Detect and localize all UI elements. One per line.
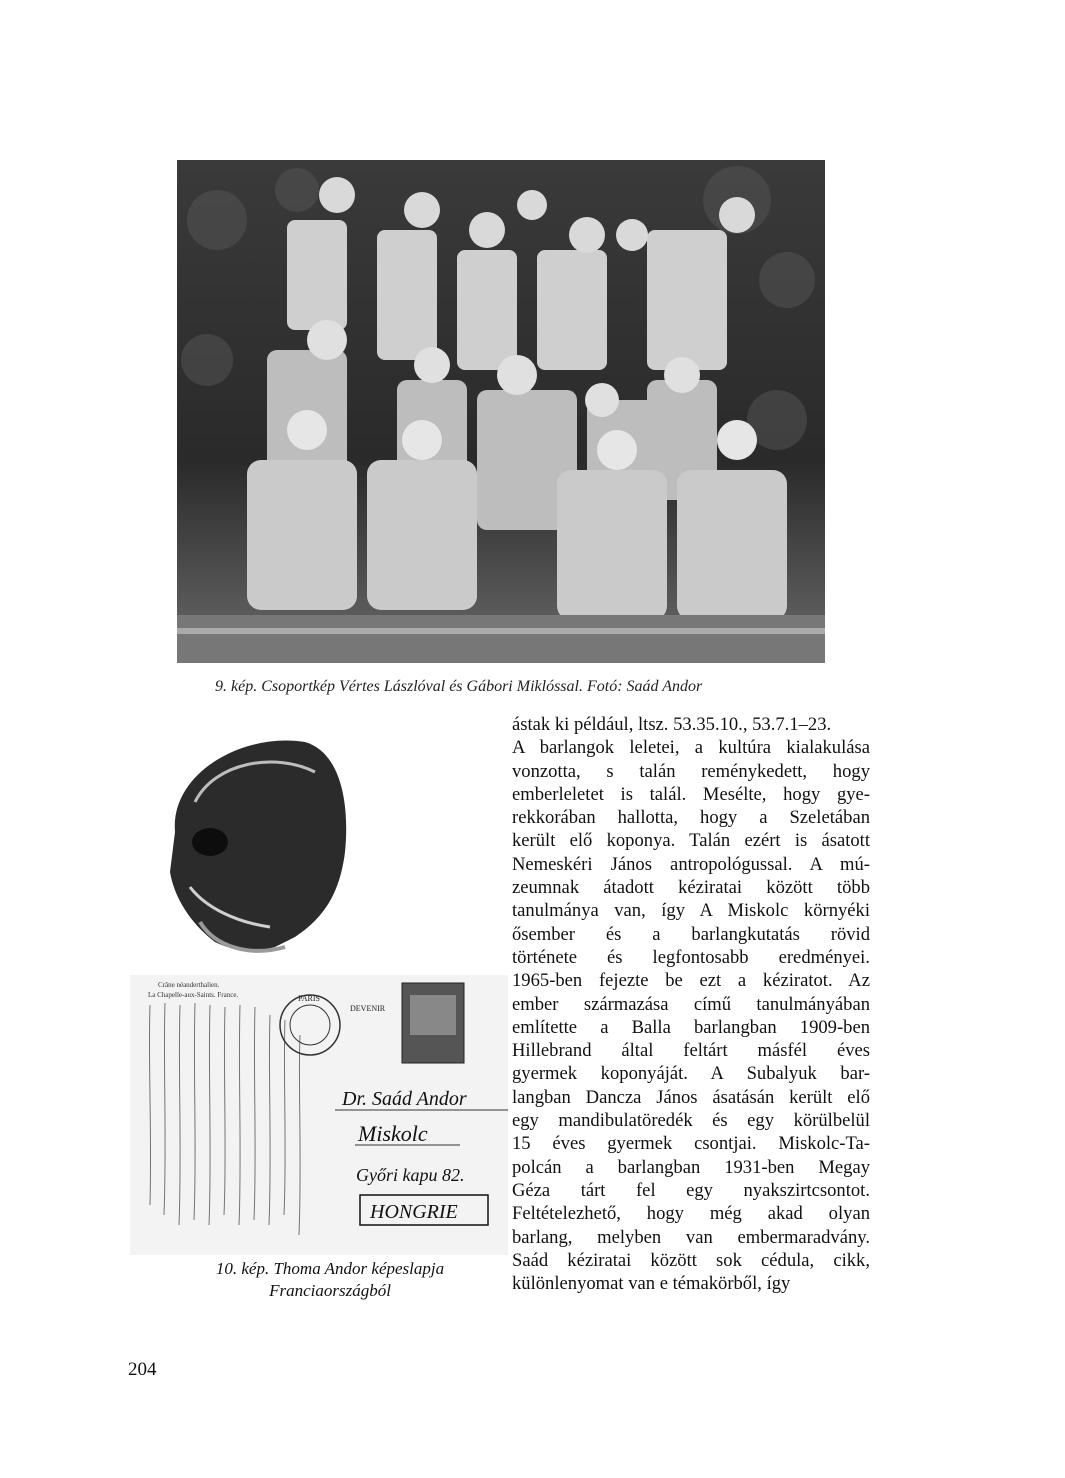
group-photo: [177, 160, 825, 663]
body-line: Hillebrand által feltárt másfél éves: [512, 1040, 870, 1062]
body-line: Nemeskéri János antropológussal. A mú-: [512, 853, 870, 875]
postcard-image: [130, 975, 508, 1255]
body-text: [512, 713, 870, 1295]
body-line: emberleletet is talál. Mesélte, hogy gye-: [512, 783, 870, 805]
body-line: említette a Balla barlangban 1909-ben: [512, 1016, 870, 1038]
address-street: Győri kapu 82.: [356, 1165, 465, 1185]
body-line: gyermek koponyáját. A Subalyuk bar-: [512, 1063, 870, 1085]
body-line: tanulmánya van, így A Miskolc környéki: [512, 900, 870, 922]
body-line: Feltételezhető, hogy még akad olyan: [512, 1203, 870, 1225]
postcard-printed-caption-1: Crâne néanderthalien.: [158, 981, 220, 989]
page-number: 204: [128, 1359, 157, 1380]
body-line: A barlangok leletei, a kultúra kialakulása: [512, 737, 870, 759]
body-line: került elő koponya. Talán ezért is ásatott: [512, 830, 870, 852]
body-line: Géza tárt fel egy nyakszirtcsontot.: [512, 1179, 870, 1201]
address-name: Dr. Saád Andor: [342, 1088, 467, 1110]
skull-image: [155, 722, 350, 972]
postcard-printed-caption-2: La Chapelle-aux-Saints. France.: [148, 991, 239, 999]
body-line: 1965-ben fejezte be ezt a kéziratot. Az: [512, 970, 870, 992]
body-line: zeumnak átadott kéziratai között több: [512, 877, 870, 899]
body-line: Saád kéziratai között sok cédula, cikk,: [512, 1249, 870, 1271]
body-line: polcán a barlangban 1931-ben Megay: [512, 1156, 870, 1178]
body-line: langban Dancza János ásatásán került elő: [512, 1086, 870, 1108]
body-line: egy mandibulatöredék és egy körülbelül: [512, 1110, 870, 1132]
body-line: vonzotta, s talán reménykedett, hogy: [512, 760, 870, 782]
body-line: ástak ki például, ltsz. 53.35.10., 53.7.1–23.: [512, 714, 832, 735]
body-line: 15 éves gyermek csontjai. Miskolc-Ta-: [512, 1133, 870, 1155]
body-line: története és legfontosabb eredményei.: [512, 946, 870, 968]
body-line: barlang, melyben van embermaradvány.: [512, 1226, 870, 1248]
figure-9-caption: 9. kép. Csoportkép Vértes Lászlóval és Gábori Miklóssal. Fotó: Saád Andor: [215, 678, 703, 695]
address-city: Miskolc: [358, 1121, 428, 1146]
figure-10-caption-line-2: Franciaországból: [269, 1281, 391, 1301]
figure-10-caption-line-1: 10. kép. Thoma Andor képeslapja: [215, 1259, 445, 1278]
body-line: ember származása című tanulmányában: [512, 993, 870, 1015]
body-line: különlenyomat van e témakörből, így: [512, 1273, 791, 1295]
address-country: HONGRIE: [370, 1201, 458, 1223]
figure-10-caption: [200, 1258, 460, 1302]
postmark-city: PARIS: [298, 994, 320, 1003]
body-line: ősember és a barlangkutatás rövid: [512, 923, 870, 945]
stamp-text: DEVENIR: [350, 1004, 386, 1013]
body-line: rekkorában hallotta, hogy a Szeletában: [512, 807, 870, 829]
